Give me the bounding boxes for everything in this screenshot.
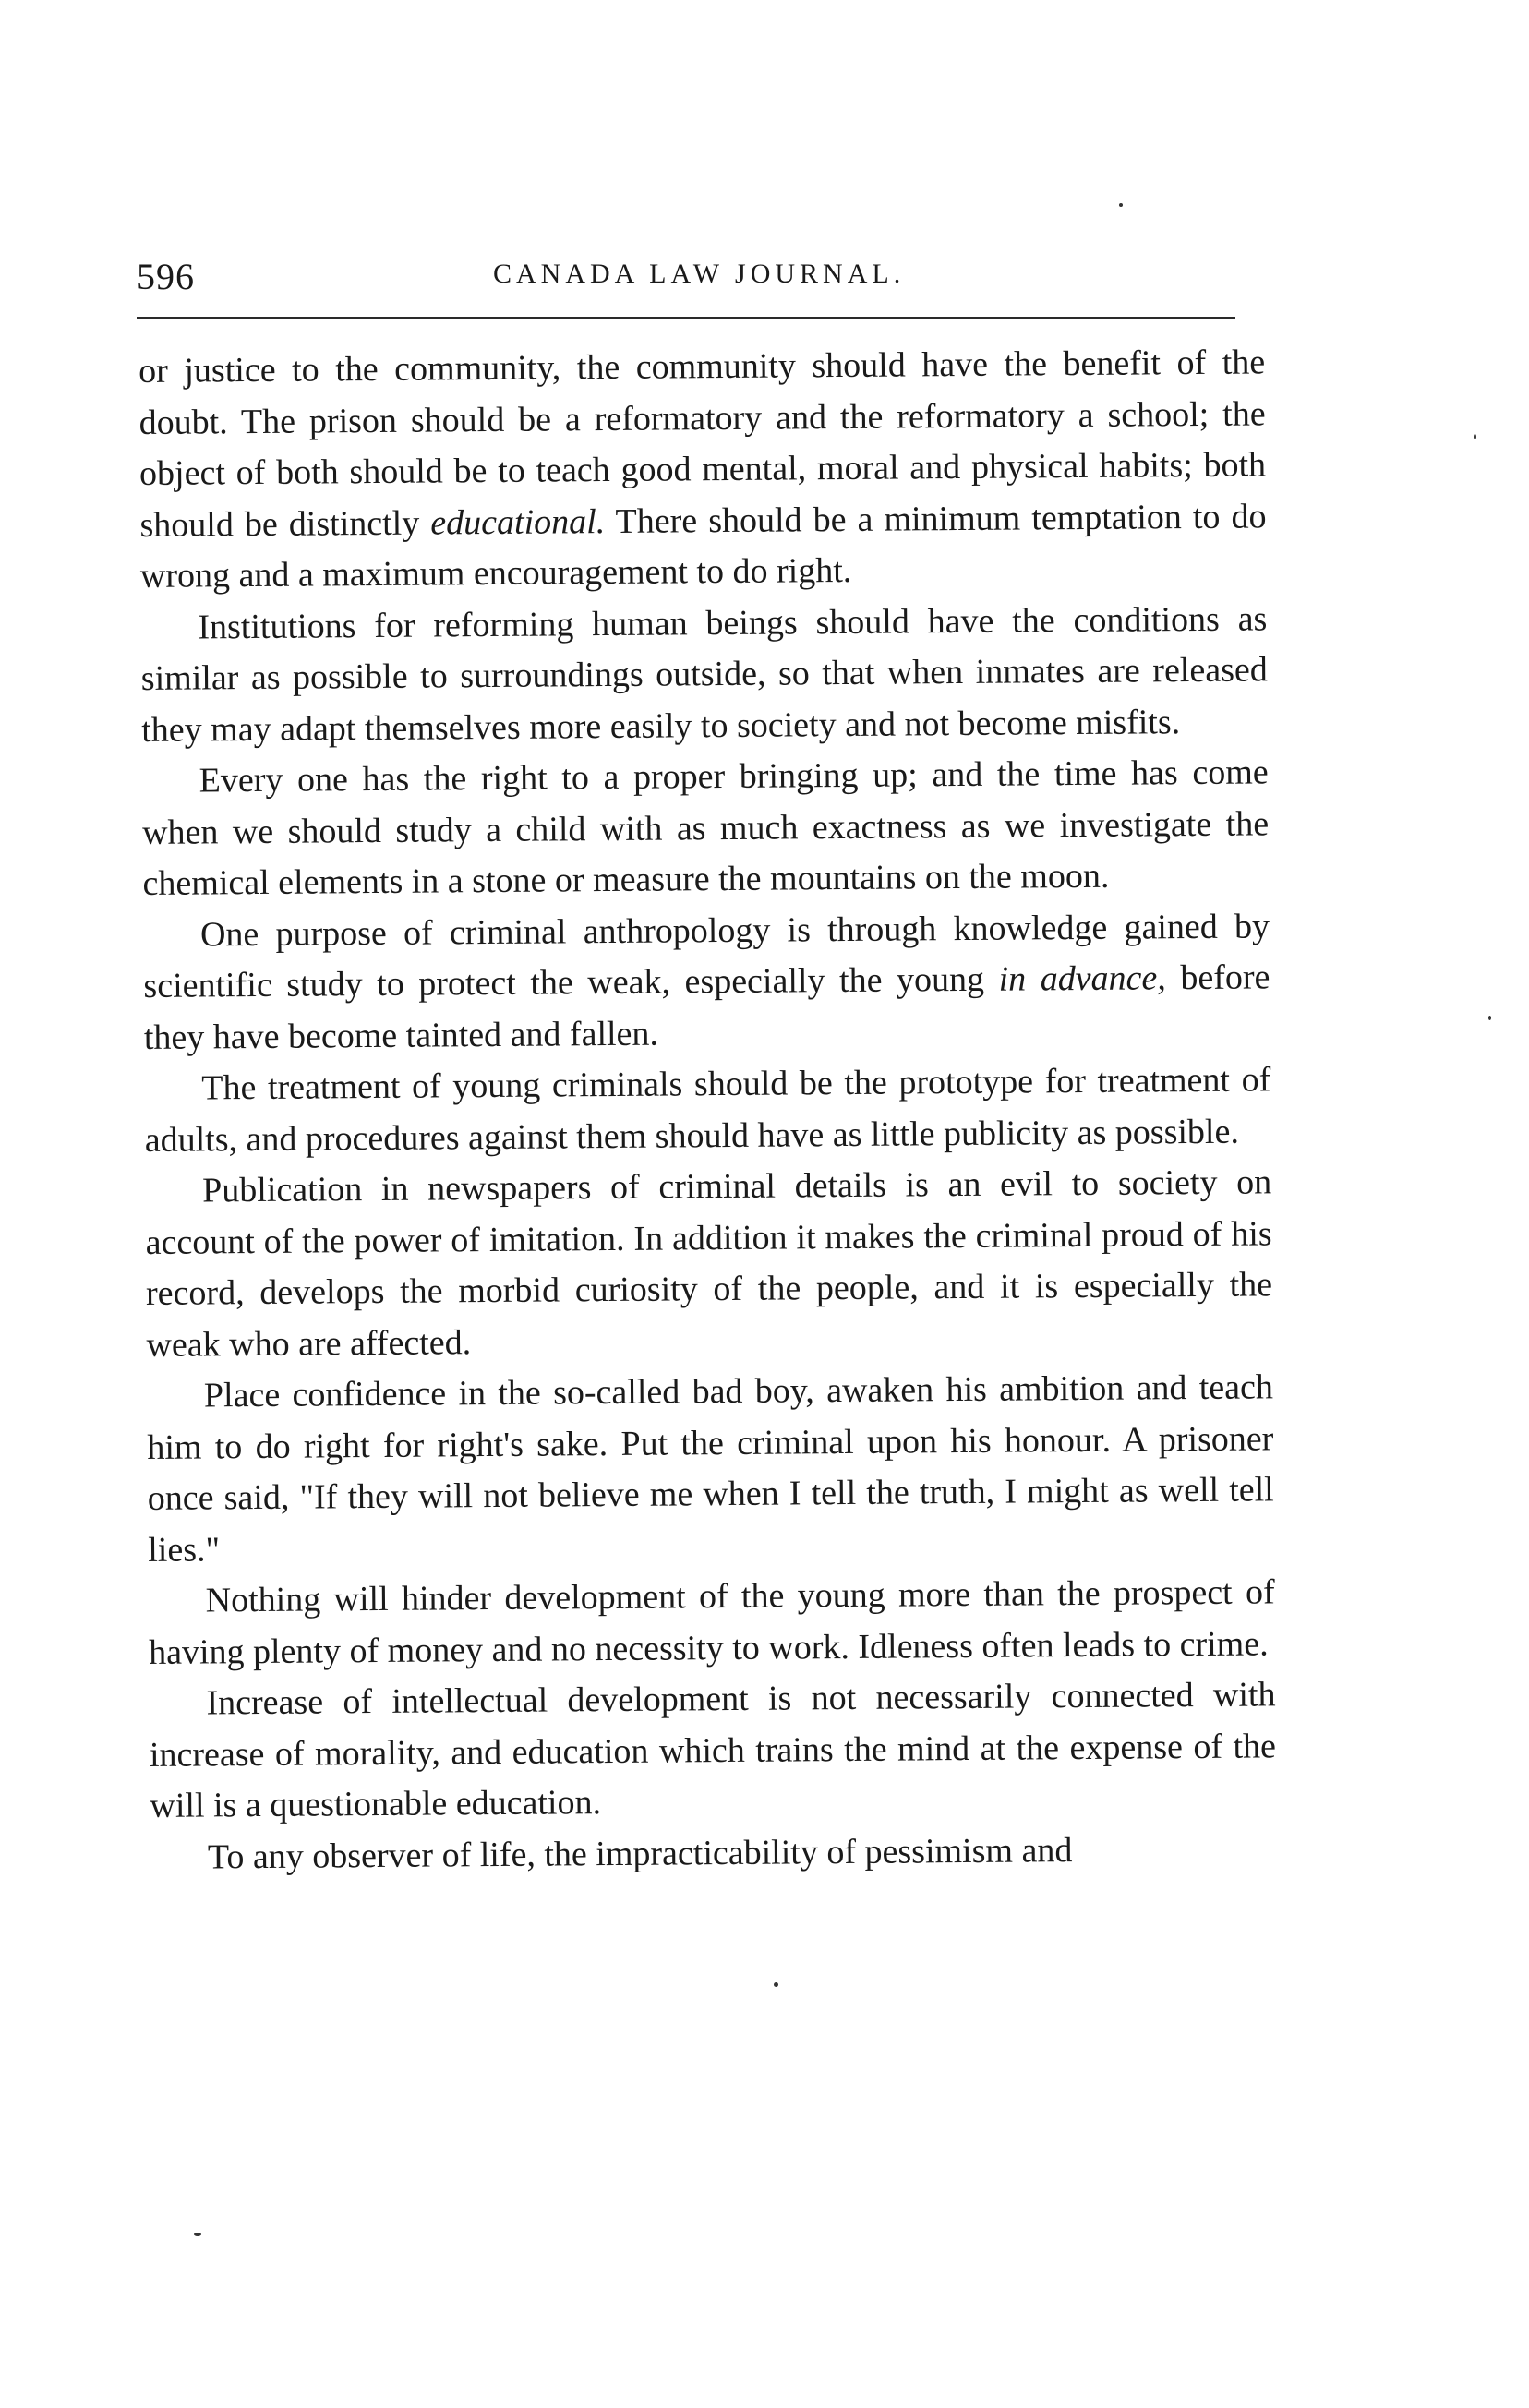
paragraph-1: or justice to the community, the community should have the benefit of the doubt. The prison should be a reformatory and the reformatory a school; the object of both should be to teach good mental, moral and physical habits; both should be distinctly educational. There should be a minimum temptation to do wrong and a maximum encouragement to do right. bbox=[138, 343, 1267, 596]
paragraph-6: Publication in newspapers of criminal details is an evil to society on account of the power of imitation. In addition it makes the criminal proud of his record, develops the morbid curiosity of the people, and it is especially the weak who are affected. bbox=[145, 1162, 1273, 1365]
scan-speck bbox=[1119, 203, 1123, 207]
emphasis-in-advance: in advance, bbox=[998, 958, 1166, 999]
paragraph-3: Every one has the right to a proper bringing up; and the time has come when we should study a child with as much exactness as we investigate the chemical elements in a stone or measure the mountains on the moon. bbox=[141, 752, 1270, 903]
paragraph-7: Place confidence in the so-called bad boy, awaken his ambition and teach him to do right for right's sake. Put the criminal upon his honour. A prisoner once said, "If they will not believe me when I tell the truth, I might as well tell lies." bbox=[147, 1367, 1274, 1570]
paragraph-10: To any observer of life, the impracticability of pessimism and bbox=[207, 1830, 1073, 1876]
scan-speck bbox=[1488, 1016, 1491, 1020]
scan-speck bbox=[774, 1982, 778, 1987]
scan-speck bbox=[1474, 434, 1476, 439]
header-rule bbox=[137, 317, 1235, 319]
running-head bbox=[137, 247, 1245, 303]
article-body bbox=[138, 337, 1277, 1884]
paragraph-8: Nothing will hinder development of the young more than the prospect of having plenty of money and no necessity to work. Idleness often leads to crime. bbox=[148, 1572, 1275, 1672]
paragraph-5: The treatment of young criminals should be the prototype for treatment of adults, and procedures against them should have as little publicity as possible. bbox=[144, 1060, 1271, 1160]
paragraph-4: One purpose of criminal anthropology is through knowledge gained by scientific study to protect the weak, especially the young in advance, before they have become tainted and fallen. bbox=[143, 906, 1270, 1057]
emphasis-educational: educational. bbox=[430, 501, 606, 543]
paragraph-2: Institutions for reforming human beings should have the conditions as similar as possible to surroundings outside, so that when inmates are released they may adapt themselves more easily to society and not become misfits. bbox=[140, 598, 1268, 750]
page-number: 596 bbox=[137, 256, 195, 297]
paragraph-9: Increase of intellectual development is not necessarily connected with increase of morality, and education which trains the mind at the expense of the will is a questionable education. bbox=[149, 1675, 1277, 1825]
journal-title: CANADA LAW JOURNAL. bbox=[493, 259, 906, 289]
scan-speck bbox=[194, 2233, 201, 2236]
